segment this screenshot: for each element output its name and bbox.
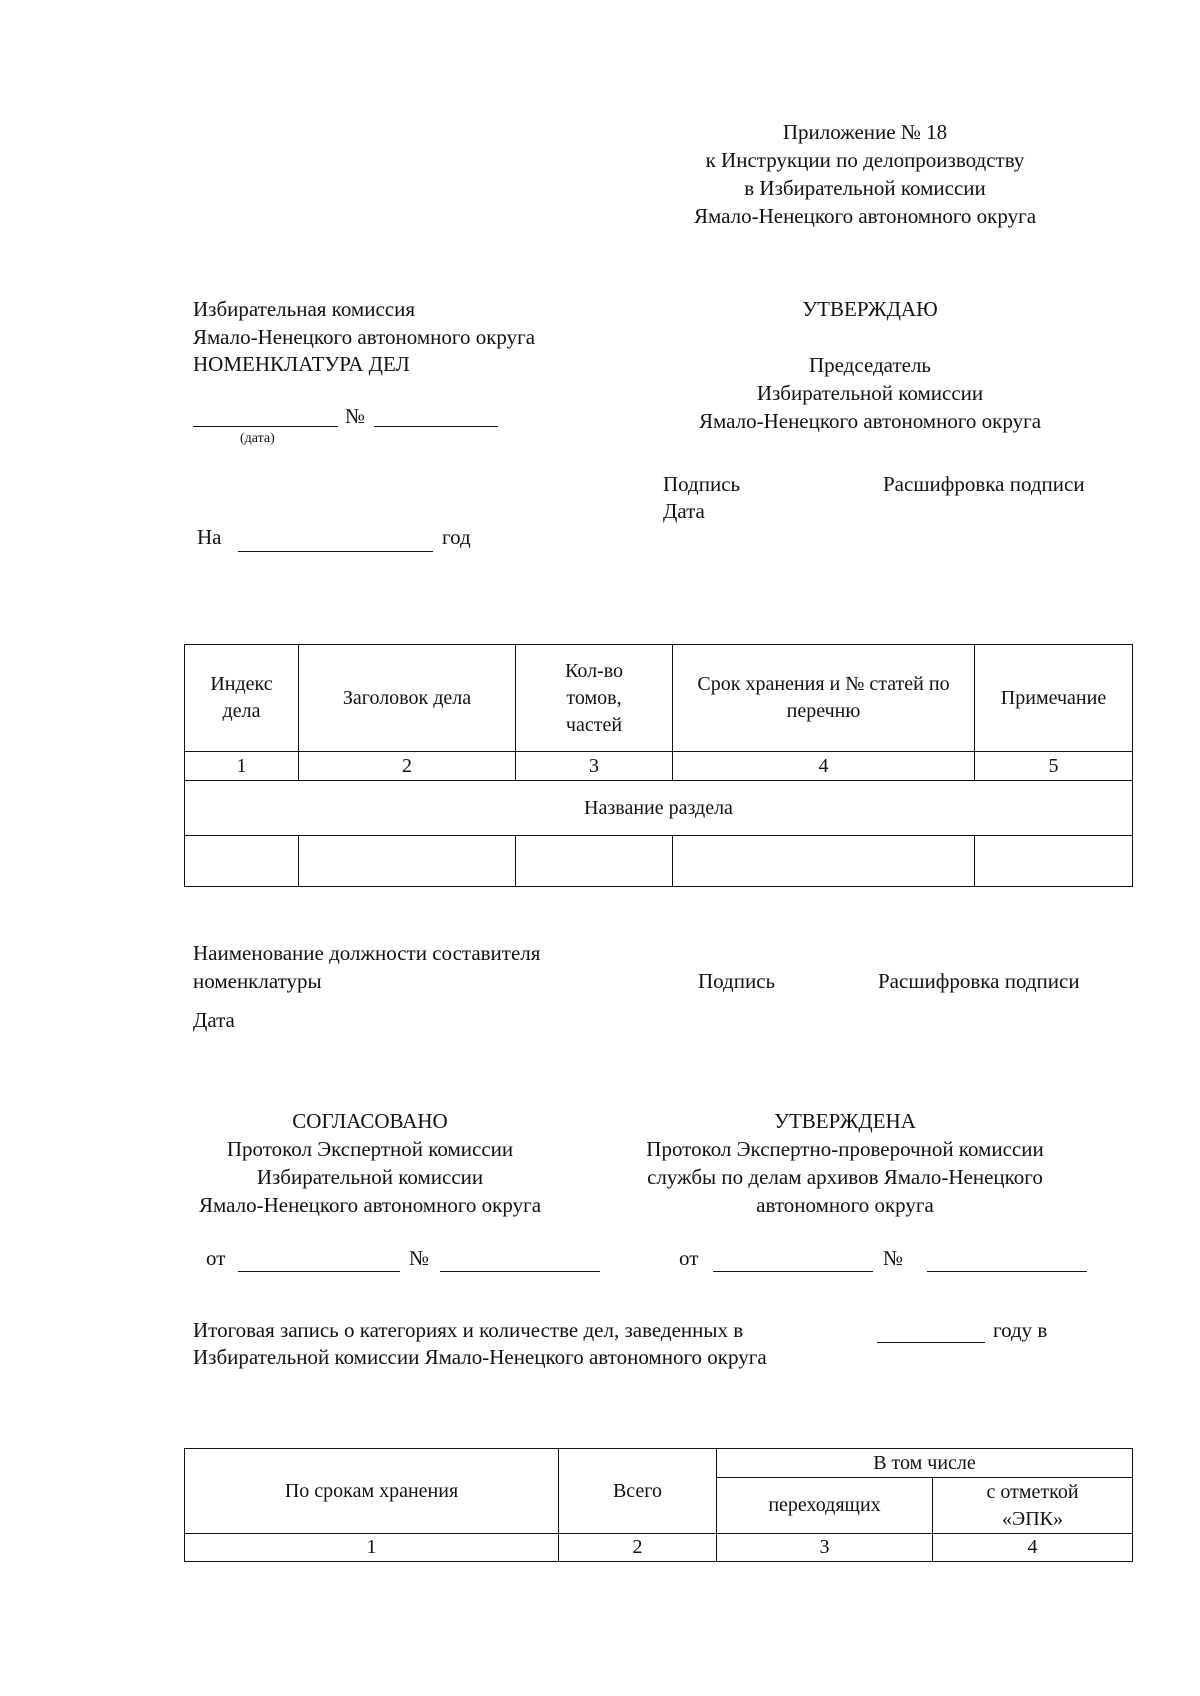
agreed-number-sign: №: [409, 1246, 430, 1270]
approved-line-2: службы по делам архивов Ямало-Ненецкого: [647, 1165, 1043, 1189]
summary-col-total: Всего: [559, 1449, 717, 1534]
number-cell: 2: [299, 752, 516, 781]
approve-line-2: Избирательной комиссии: [756, 381, 984, 405]
summary-col-group: В том числе: [717, 1449, 1133, 1478]
number-cell: 1: [185, 752, 299, 781]
summary-line-1-suffix: году в: [993, 1318, 1048, 1342]
approved-heading: УТВЕРЖДЕНА: [774, 1109, 916, 1133]
header-volumes: Кол-во томов, частей: [516, 645, 673, 752]
header-index: Индекс дела: [185, 645, 299, 752]
number-cell: 3: [516, 752, 673, 781]
approve-heading: УТВЕРЖДАЮ: [802, 297, 938, 321]
approved-number-blank[interactable]: [927, 1271, 1087, 1272]
table-header-row: [185, 645, 1133, 752]
appendix-block: [660, 118, 1070, 230]
agreed-line-2: Избирательной комиссии: [256, 1165, 484, 1189]
number-cell: 3: [717, 1534, 933, 1562]
org-line-2: Ямало-Ненецкого автономного округа: [193, 325, 536, 349]
agreed-number-blank[interactable]: [440, 1271, 600, 1272]
compiler-position-line-1: Наименование должности составителя: [193, 941, 541, 965]
compiler-signature: Подпись: [698, 969, 776, 993]
empty-cell[interactable]: [516, 836, 673, 887]
agreed-block: [160, 1107, 580, 1219]
empty-cell[interactable]: [975, 836, 1133, 887]
empty-cell[interactable]: [185, 836, 299, 887]
year-suffix: год: [442, 525, 471, 549]
appendix-line-2: к Инструкции по делопроизводству: [705, 148, 1025, 172]
agreed-heading: СОГЛАСОВАНО: [292, 1109, 448, 1133]
agreed-line-1: Протокол Экспертной комиссии: [226, 1137, 514, 1161]
empty-cell[interactable]: [299, 836, 516, 887]
empty-cell[interactable]: [673, 836, 975, 887]
appendix-line-1: Приложение № 18: [782, 120, 948, 144]
agreed-from: от: [206, 1246, 226, 1270]
approve-signature-decoding: Расшифровка подписи: [883, 472, 1085, 496]
number-cell: 4: [933, 1534, 1133, 1562]
header-title: Заголовок дела: [299, 645, 516, 752]
agreed-date-blank[interactable]: [238, 1271, 400, 1272]
approved-from: от: [679, 1246, 699, 1270]
summary-line-2: Избирательной комиссии Ямало-Ненецкого автономного округа: [193, 1345, 767, 1369]
summary-line-1: Итоговая запись о категориях и количестве дел, заведенных в: [193, 1318, 744, 1342]
approve-signature: Подпись: [663, 472, 741, 496]
approve-position: [670, 351, 1070, 435]
summary-number-row: [185, 1534, 1133, 1562]
date-blank[interactable]: [193, 426, 338, 427]
number-cell: 2: [559, 1534, 717, 1562]
table-number-row: [185, 752, 1133, 781]
approve-date: Дата: [663, 499, 705, 523]
appendix-line-4: Ямало-Ненецкого автономного округа: [693, 204, 1037, 228]
compiler-signature-decoding: Расшифровка подписи: [878, 969, 1080, 993]
number-cell: 4: [673, 752, 975, 781]
summary-col-epk: с отметкой «ЭПК»: [933, 1478, 1133, 1534]
approved-number-sign: №: [883, 1246, 904, 1270]
section-title: Название раздела: [185, 781, 1133, 836]
section-row: [185, 781, 1133, 836]
approve-line-1: Председатель: [808, 353, 932, 377]
compiler-position-line-2: номенклатуры: [193, 969, 322, 993]
approved-line-3: автономного округа: [756, 1193, 934, 1217]
number-cell: 1: [185, 1534, 559, 1562]
number-blank[interactable]: [374, 426, 498, 427]
year-blank[interactable]: [238, 551, 433, 552]
approved-line-1: Протокол Экспертно-проверочной комиссии: [646, 1137, 1044, 1161]
org-line-1: Избирательная комиссия: [193, 297, 415, 321]
number-sign: №: [345, 404, 366, 428]
summary-col-transit: переходящих: [717, 1478, 933, 1534]
nomenclature-title: НОМЕНКЛАТУРА ДЕЛ: [193, 352, 410, 376]
table-row: [185, 836, 1133, 887]
compiler-date: Дата: [193, 1008, 235, 1032]
header-note: Примечание: [975, 645, 1133, 752]
summary-col-retention: По срокам хранения: [185, 1449, 559, 1534]
header-retention: Срок хранения и № статей по перечню: [673, 645, 975, 752]
year-prefix: На: [197, 525, 222, 549]
agreed-line-3: Ямало-Ненецкого автономного округа: [198, 1193, 542, 1217]
approve-line-3: Ямало-Ненецкого автономного округа: [698, 409, 1042, 433]
summary-year-blank[interactable]: [877, 1342, 985, 1343]
number-cell: 5: [975, 752, 1133, 781]
date-caption: (дата): [240, 431, 275, 446]
appendix-line-3: в Избирательной комиссии: [744, 176, 986, 200]
nomenclature-table: [184, 644, 1133, 887]
approved-date-blank[interactable]: [713, 1271, 873, 1272]
summary-header-row: [185, 1449, 1133, 1478]
approved-block: [600, 1107, 1090, 1219]
summary-table: [184, 1448, 1133, 1562]
